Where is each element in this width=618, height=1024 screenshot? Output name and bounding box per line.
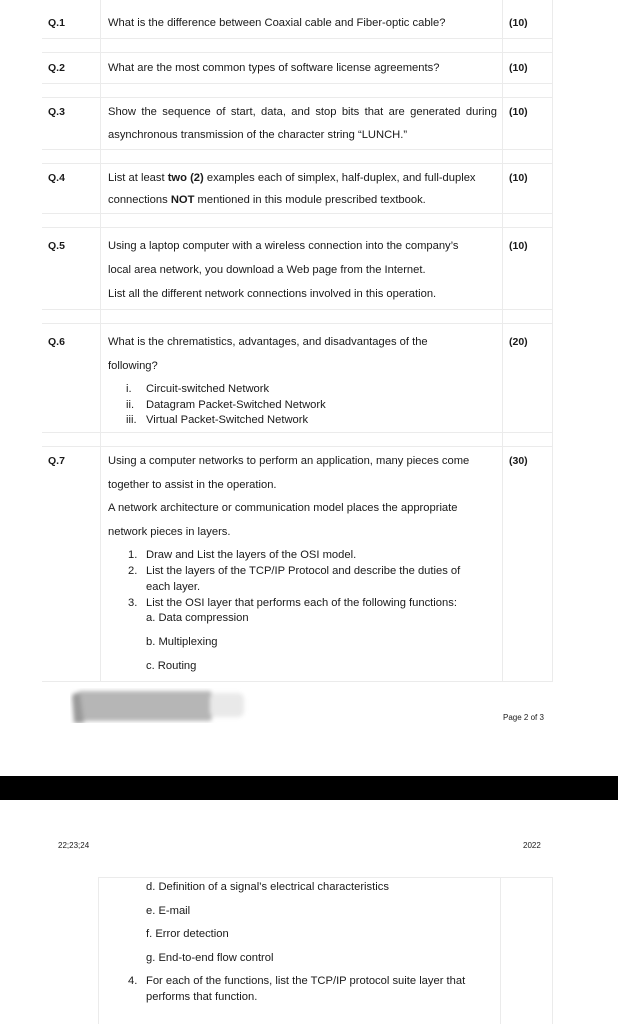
question-number: Q.5	[48, 240, 65, 252]
list-item: Virtual Packet-Switched Network	[146, 414, 309, 426]
sub-item: f. Error detection	[146, 928, 229, 940]
sub-item: c. Routing	[146, 660, 197, 672]
question-text: Using a computer networks to perform an application, many pieces come	[108, 455, 470, 467]
list-item: List the layers of the TCP/IP Protocol and describe the duties of	[146, 565, 461, 577]
question-marks: (10)	[509, 172, 528, 184]
grid-line	[42, 38, 552, 39]
grid-line	[42, 163, 552, 164]
grid-line	[552, 0, 553, 682]
grid-line	[100, 0, 101, 682]
sub-item: a. Data compression	[146, 612, 249, 624]
list-marker: i.	[126, 383, 132, 395]
list-marker: iii.	[126, 414, 137, 426]
grid-line	[42, 681, 552, 682]
list-item: List the OSI layer that performs each of the following functions:	[146, 597, 457, 609]
grid-line	[42, 446, 552, 447]
list-marker: 3.	[128, 597, 138, 609]
sub-item: d. Definition of a signal’s electrical characteristics	[146, 881, 389, 893]
list-marker: 1.	[128, 549, 138, 561]
page-number: Page 2 of 3	[503, 713, 544, 722]
grid-line	[42, 432, 552, 433]
grid-line	[98, 877, 99, 1024]
question-text: asynchronous transmission of the character string “LUNCH.”	[108, 129, 408, 141]
question-marks: (10)	[509, 17, 528, 29]
list-item: Circuit-switched Network	[146, 383, 270, 395]
list-item: For each of the functions, list the TCP/IP protocol suite layer that	[146, 975, 466, 987]
question-number: Q.6	[48, 336, 65, 348]
question-text: Using a laptop computer with a wireless connection into the company’s	[108, 240, 459, 252]
grid-line	[42, 149, 552, 150]
header-left: 22;23;24	[58, 841, 90, 850]
header-right: 2022	[523, 841, 541, 850]
question-text: together to assist in the operation.	[108, 479, 277, 491]
question-text: Show the sequence of start, data, and stop bits that are generated during	[108, 106, 497, 118]
grid-line	[98, 877, 552, 878]
question-text: local area network, you download a Web page from the Internet.	[108, 264, 426, 276]
redacted-stamp	[70, 688, 254, 723]
question-number: Q.3	[48, 106, 65, 118]
grid-line	[42, 97, 552, 98]
question-text: List all the different network connections involved in this operation.	[108, 288, 437, 300]
sub-item: e. E-mail	[146, 905, 191, 917]
question-marks: (20)	[509, 336, 528, 348]
question-number: Q.7	[48, 455, 65, 467]
grid-line	[500, 877, 501, 1024]
question-text: following?	[108, 360, 158, 372]
grid-line	[42, 83, 552, 84]
grid-line	[42, 309, 552, 310]
question-text: A network architecture or communication model places the appropriate	[108, 502, 458, 514]
grid-line	[502, 0, 503, 682]
question-number: Q.1	[48, 17, 65, 29]
question-marks: (30)	[509, 455, 528, 467]
list-marker: ii.	[126, 399, 135, 411]
grid-line	[552, 877, 553, 1024]
question-text: connections NOT mentioned in this module prescribed textbook.	[108, 194, 426, 206]
grid-line	[42, 52, 552, 53]
question-text: List at least two (2) examples each of simplex, half-duplex, and full-duplex	[108, 172, 476, 184]
list-item: performs that function.	[146, 991, 258, 1003]
list-item: Datagram Packet-Switched Network	[146, 399, 326, 411]
grid-line	[42, 213, 552, 214]
question-marks: (10)	[509, 240, 528, 252]
question-marks: (10)	[509, 106, 528, 118]
question-text: network pieces in layers.	[108, 526, 231, 538]
list-marker: 2.	[128, 565, 138, 577]
list-item: Draw and List the layers of the OSI model.	[146, 549, 357, 561]
list-item: each layer.	[146, 581, 201, 593]
question-text: What are the most common types of software license agreements?	[108, 62, 440, 74]
question-number: Q.4	[48, 172, 65, 184]
question-text: What is the chrematistics, advantages, and disadvantages of the	[108, 336, 428, 348]
sub-item: b. Multiplexing	[146, 636, 218, 648]
grid-line	[42, 227, 552, 228]
grid-line	[42, 323, 552, 324]
question-number: Q.2	[48, 62, 65, 74]
sub-item: g. End-to-end flow control	[146, 952, 274, 964]
page-separator	[0, 776, 618, 800]
list-marker: 4.	[128, 975, 138, 987]
question-marks: (10)	[509, 62, 528, 74]
question-text: What is the difference between Coaxial cable and Fiber-optic cable?	[108, 17, 446, 29]
